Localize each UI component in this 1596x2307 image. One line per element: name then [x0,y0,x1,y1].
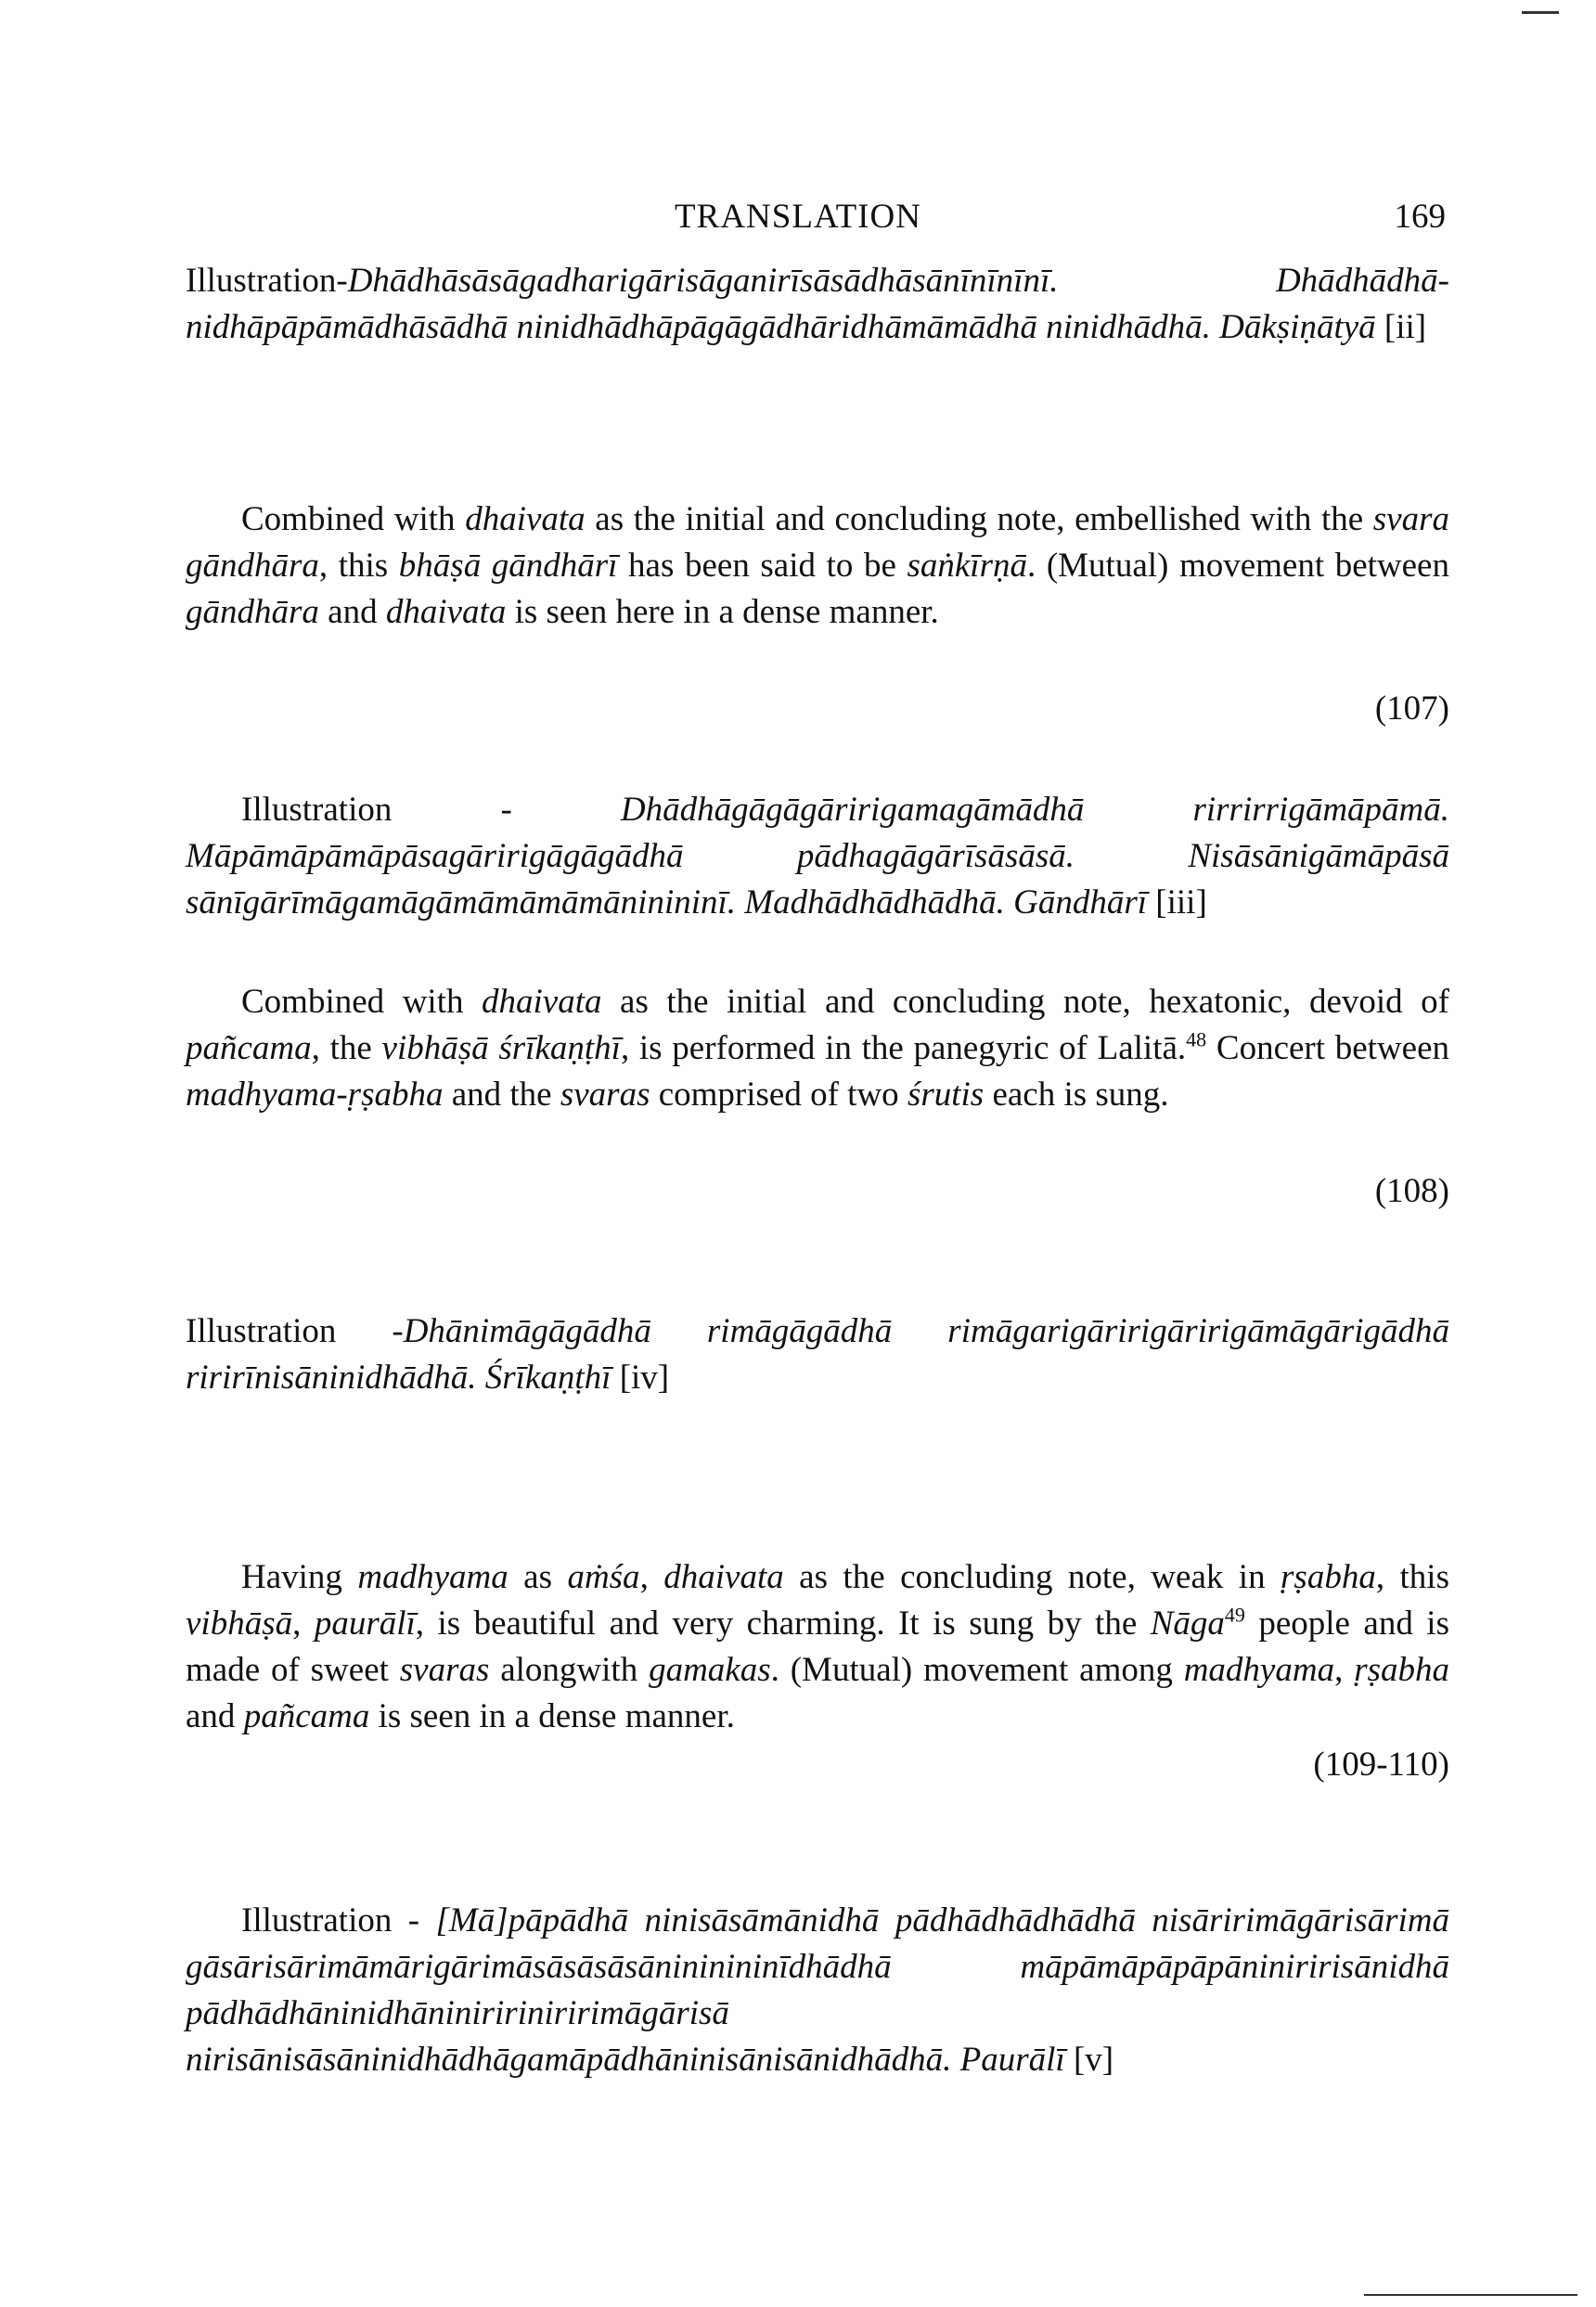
paragraph-108-segment: Concert between [1206,1029,1449,1067]
illustration-iii-segment: [iii] [1147,883,1207,922]
paragraph-107-segment: and [318,593,386,631]
illustration-iv-segment: Dhānimāgāgādhā rimāgāgādhā rimāgarigāririgāririgāmāgārigādhā ririrīnisāninidhādhā. Śrīkaṇṭhī [186,1312,1449,1397]
paragraph-107-segment: saṅkīrṇā [907,547,1027,585]
paragraph-108-segment: śrutis [907,1076,985,1114]
paragraph-108-segment: as the initial and concluding note, hexatonic, devoid of [601,983,1449,1021]
scan-rule-bottom [1364,2294,1577,2296]
paragraph-109-110-segment: gamakas [649,1651,771,1689]
paragraph-108-segment: 48 [1186,1027,1207,1051]
illustration-ii-segment: Dhādhāsāsāgadharigārisāganirīsāsādhāsānīnīnīnī. Dhādhādhā-nidhāpāpāmādhāsādhā ninidhādhāpāgāgādhāridhāmāmādhā ninidhādhā. Dākṣiṇātyā [186,262,1449,346]
paragraph-107 [186,496,1449,636]
paragraph-107-segment: Combined with [241,500,466,538]
paragraph-109-110-segment: svaras [399,1651,490,1689]
illustration-v-segment: [v] [1064,2041,1114,2079]
paragraph-109-110-segment: madhyama [357,1558,508,1596]
paragraph-109-110-segment: people and is made of sweet [186,1605,1449,1689]
page-number: 169 [1394,198,1446,236]
illustration-iv [186,1308,1449,1401]
paragraph-109-110-segment: 49 [1224,1603,1245,1627]
paragraph-109-110-segment: dhaivata [663,1558,784,1596]
paragraph-109-110-segment: pañcama [243,1697,370,1735]
paragraph-108-segment: , is performed in the panegyric of Lalitā. [620,1029,1187,1067]
illustration-v [186,1898,1449,2083]
paragraph-107-segment: gāndhāra [186,593,319,631]
paragraph-108-segment: pañcama [186,1029,312,1067]
paragraph-109-110-segment: as [508,1558,568,1596]
page-header-title: TRANSLATION [675,198,921,236]
paragraph-109-110-segment: paurālī [314,1605,416,1643]
paragraph-108-segment: and the [443,1076,560,1114]
illustration-iii-segment: Dhādhāgāgāgāririgamagāmādhā rirrirrigāmāpāmā. Māpāmāpāmāpāsagāririgāgāgādhā pādhagāgārīsāsāsā. Nisāsānigāmāpāsā sānīgārīmāgamāgāmāmāmāmāninininī. Madhādhādhādhā. Gāndhārī [186,791,1450,922]
paragraph-109-110-segment: ṛṣabha [1281,1558,1376,1596]
paragraph-109-110-segment: is seen in a dense manner. [369,1697,735,1735]
paragraph-108-segment: , the [311,1029,382,1067]
paragraph-109-110-segment: , [292,1605,315,1643]
paragraph-107-segment: is seen here in a dense manner. [506,593,939,631]
scan-speck-top [1522,11,1559,14]
paragraph-109-110-segment: vibhāṣā [186,1605,293,1643]
paragraph-109-110-segment: as the concluding note, weak in [783,1558,1281,1596]
paragraph-108 [186,979,1449,1118]
paragraph-107-segment: bhāṣā gāndhārī [398,547,618,585]
illustration-v-segment: [Mā]pāpādhā ninisāsāmānidhā pādhādhādhādhā nisāririmāgārisārimā gāsārisārimāmārigārimāsāsāsāsānininininīdhādhā māpāmāpāpāpāniniririsānidhā pādhādhāninidhāniniririniririmāgārisā nirisānisāsāninidhādhāgamāpādhāninisānisānidhādhā. Paurālī [186,1901,1449,2079]
paragraph-107-segment: dhaivata [385,593,507,631]
paragraph-109-110-segment: madhyama [1183,1651,1335,1689]
paragraph-109-110-segment: Nāga [1150,1605,1225,1643]
paragraph-107-segment: , this [318,547,399,585]
paragraph-107-segment: svara gāndhāra [186,500,1449,585]
paragraph-109-110-segment: , this [1375,1558,1449,1596]
paragraph-109-110-segment: Having [241,1558,358,1596]
paragraph-107-segment: as the initial and concluding note, embellished with the [585,500,1373,538]
paragraph-109-110-segment: . (Mutual) movement among [770,1651,1184,1689]
verse-number-107: (107) [1374,690,1449,728]
verse-number-109-110: (109-110) [1313,1746,1449,1784]
illustration-iv-segment: Illustration - [186,1312,404,1350]
paragraph-109-110 [186,1554,1449,1740]
paragraph-109-110-segment: ṛṣabha [1354,1651,1449,1689]
illustration-iii [186,787,1449,926]
paragraph-108-segment: dhaivata [482,983,602,1021]
verse-number-108: (108) [1374,1172,1449,1210]
paragraph-109-110-segment: aṁśa [567,1558,640,1596]
paragraph-107-segment: dhaivata [465,500,586,538]
paragraph-109-110-segment: and [186,1697,244,1735]
illustration-v-segment: Illustration - [241,1901,436,1940]
paragraph-108-segment: madhyama-ṛṣabha [186,1076,444,1114]
paragraph-109-110-segment: , is beautiful and very charming. It is sung by the [415,1605,1151,1643]
illustration-iii-segment: Illustration - [241,791,621,829]
paragraph-108-segment: vibhāṣā śrīkaṇṭhī [381,1029,621,1067]
paragraph-107-segment: has been said to be [617,547,907,585]
paragraph-108-segment: each is sung. [984,1076,1169,1114]
illustration-ii-segment: [ii] [1375,308,1427,346]
paragraph-107-segment: . (Mutual) movement between [1026,547,1449,585]
paragraph-109-110-segment: alongwith [489,1651,650,1689]
illustration-iv-segment: [iv] [611,1359,670,1397]
paragraph-108-segment: svaras [560,1076,650,1114]
illustration-ii-segment: Illustration- [186,262,348,300]
paragraph-108-segment: Combined with [241,983,483,1021]
paragraph-108-segment: comprised of two [650,1076,907,1114]
paragraph-109-110-segment: , [639,1558,664,1596]
illustration-ii [186,258,1449,351]
paragraph-109-110-segment: , [1334,1651,1355,1689]
